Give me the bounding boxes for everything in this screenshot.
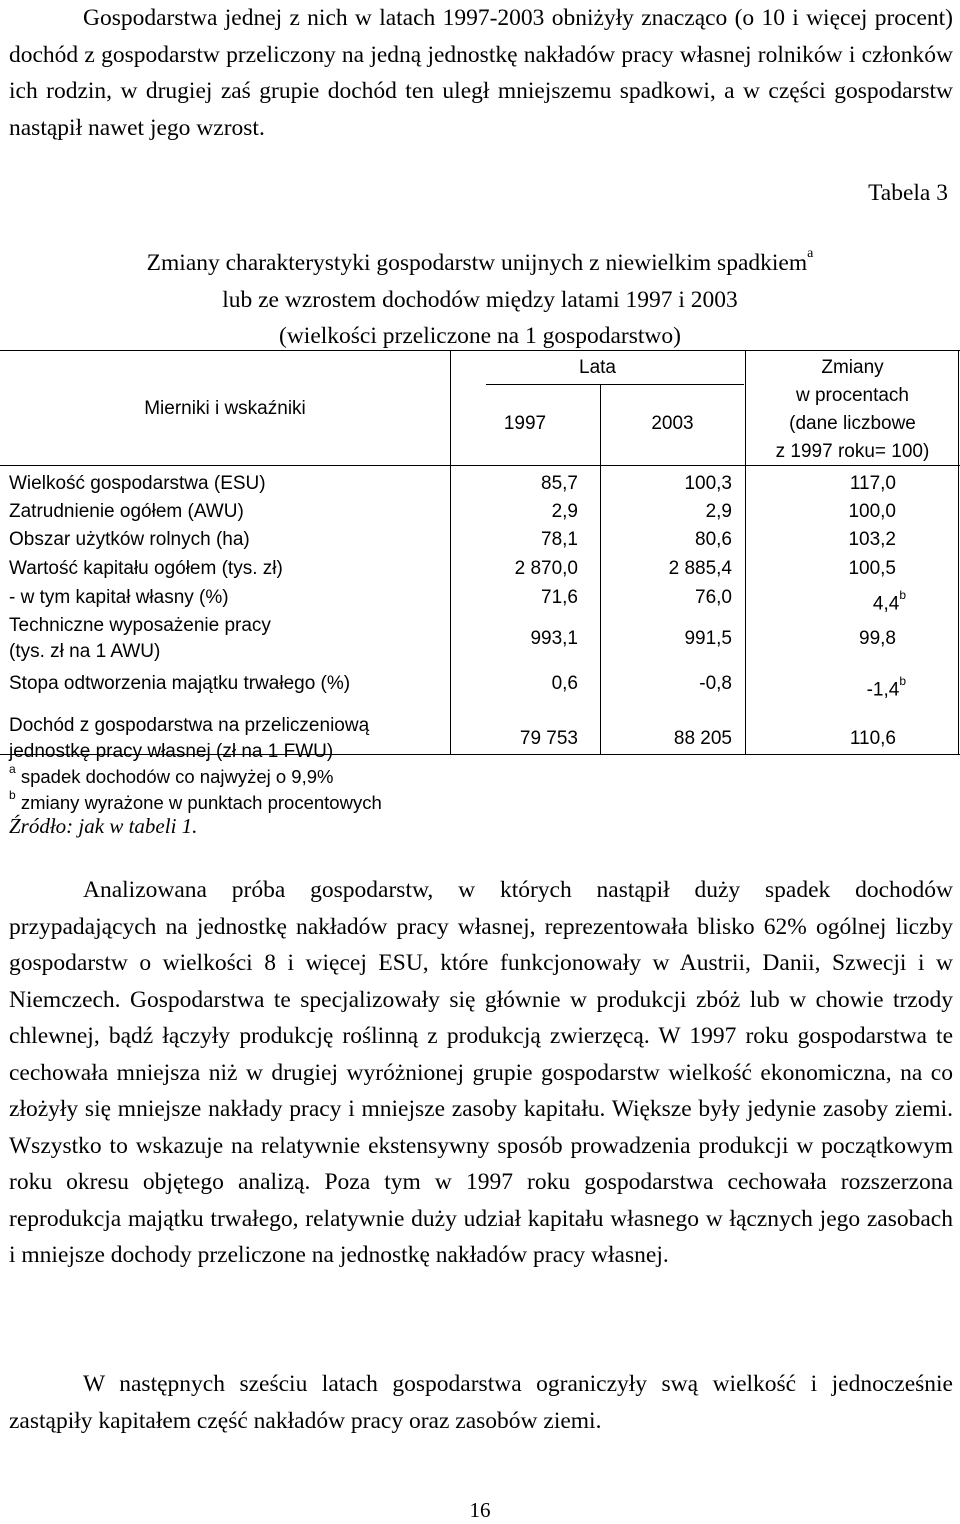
intro-paragraph: Gospodarstwa jednej z nich w latach 1997-2003 obniżyły znacząco (o 10 i więcej procent) dochód z gospodarstw przeliczony na jedną jednostkę nakładów pracy własnej rolników i członków ich rodzin, w drugiej zaś grupie dochód ten uległ mniejszemu spadkowi, a w części gospodarstw nastąpił nawet jego wzrost. [9, 5, 953, 141]
table-cell-1997: 79 753 [519, 728, 578, 749]
table-cell-2003: 80,6 [695, 529, 732, 550]
table-source: Źródło: jak w tabeli 1. [9, 814, 198, 838]
table-cell-2003: 100,3 [684, 473, 732, 494]
table-cell-change: 103,2 [848, 529, 896, 550]
table-row-label: Wartość kapitału ogółem (tys. zł) [9, 558, 283, 579]
table-cell-1997: 78,1 [541, 529, 578, 550]
table-cell-2003: 991,5 [684, 628, 732, 649]
header-changes-line1: Zmiany [821, 357, 884, 378]
header-year-2003: 2003 [651, 413, 694, 434]
table-row-label: Dochód z gospodarstwa na przeliczeniową [9, 715, 370, 736]
table-cell-change: 117,0 [849, 473, 896, 494]
table-cell-1997: 0,6 [551, 673, 578, 694]
table-row-label: Wielkość gospodarstwa (ESU) [9, 473, 266, 494]
header-indicators: Mierniki i wskaźniki [144, 398, 306, 419]
table-row-label: jednostkę pracy własnej (zł na 1 FWU) [9, 741, 334, 762]
table-cell-1997: 2 870,0 [514, 558, 578, 579]
table-row-label: - w tym kapitał własny (%) [9, 587, 229, 608]
footnote-b: $^b$ zmiany wyrażone w punktach procentowych [9, 788, 382, 814]
table-cell-2003: 2 885,4 [668, 558, 732, 579]
table-cell-1997: 85,7 [541, 473, 578, 494]
page-number: 16 [469, 1498, 491, 1522]
table-cell-2003: -0,8 [699, 673, 732, 694]
table-row-label: Techniczne wyposażenie pracy [9, 615, 271, 636]
table-cell-2003: 76,0 [695, 587, 732, 608]
table-top-rule [0, 350, 960, 351]
table-row-label: (tys. zł na 1 AWU) [9, 641, 161, 662]
table-cell-change: 100,5 [848, 558, 896, 579]
table-cell-2003: 88 205 [673, 728, 732, 749]
table-caption-line2: lub ze wzrostem dochodów między latami 1997 i 2003 [222, 287, 738, 313]
table-cell-change: 99,8 [859, 628, 896, 649]
table-rule-years-group [486, 384, 744, 385]
table-cell-change: 4,4$^b$ [872, 588, 906, 615]
table-cell-change: -1,4$^b$ [866, 674, 906, 701]
body-paragraph-1: Analizowana próba gospodarstw, w których nastąpił duży spadek dochodów przypadających na jednostkę nakładów pracy własnej, reprezentowała blisko 62% ogólnej liczby gospodarstw o wielkości 8 i więcej ESU, które funkcjonowały w Austrii, Danii, Szwecji i w Niemczech. Gospodarstwa te specjalizowały się głównie w produkcji zbóż lub w chowie trzody chlewnej, bądź łączyły produkcję roślinną z produkcją zwierzęcą. W 1997 roku gospodarstwa te cechowała mniejsza niż w drugiej wyróżnionej grupie gospodarstw wielkość ekonomiczna, na co złożyły się mniejsze nakłady pracy i mniejsze zasoby kapitału. Większe były jedynie zasoby ziemi. Wszystko to wskazuje na relatywnie ekstensywny sposób prowadzenia produkcji w początkowym roku okresu objętego analizą. Poza tym w 1997 roku gospodarstwa cechowała rozszerzona reprodukcja majątku trwałego, relatywnie duży udział kapitału własnego w łącznych jego zasobach i mniejsze dochody przeliczone na jednostkę nakładów pracy własnej. [9, 877, 953, 1268]
table-cell-change: 110,6 [849, 728, 896, 749]
header-changes-line4: z 1997 roku= 100) [775, 441, 930, 462]
table-cell-1997: 71,6 [541, 587, 578, 608]
header-years-group: Lata [579, 357, 616, 378]
table-row-label: Obszar użytków rolnych (ha) [9, 529, 250, 550]
table-caption-line3: (wielkości przeliczone na 1 gospodarstwo) [279, 323, 681, 349]
table-cell-2003: 2,9 [705, 501, 732, 522]
table-cell-1997: 2,9 [551, 501, 578, 522]
change-footnote-mark: b [899, 674, 906, 688]
caption-footnote-mark: a [807, 246, 814, 261]
table-row-label: Stopa odtworzenia majątku trwałego (%) [9, 673, 351, 694]
header-changes-line3: (dane liczbowe [789, 413, 916, 434]
header-changes-line2: w procentach [795, 385, 909, 406]
table-cell-change: 100,0 [848, 501, 896, 522]
table-label: Tabela 3 [868, 180, 948, 206]
table-cell-1997: 993,1 [530, 628, 578, 649]
header-year-1997: 1997 [503, 413, 547, 434]
change-footnote-mark: b [899, 588, 906, 602]
footnote-a: $^a$ spadek dochodów co najwyżej o 9,9% [9, 762, 334, 788]
table-row-label: Zatrudnienie ogółem (AWU) [9, 501, 244, 522]
body-paragraph-2: W następnych sześciu latach gospodarstwa ograniczyły swą wielkość i jednocześnie zastąpiły kapitałem część nakładów pracy oraz zasobów ziemi. [9, 1371, 953, 1434]
table-caption-line1: Zmiany charakterystyki gospodarstw unijnych z niewielkim spadkiem$^a$ [146, 246, 814, 276]
